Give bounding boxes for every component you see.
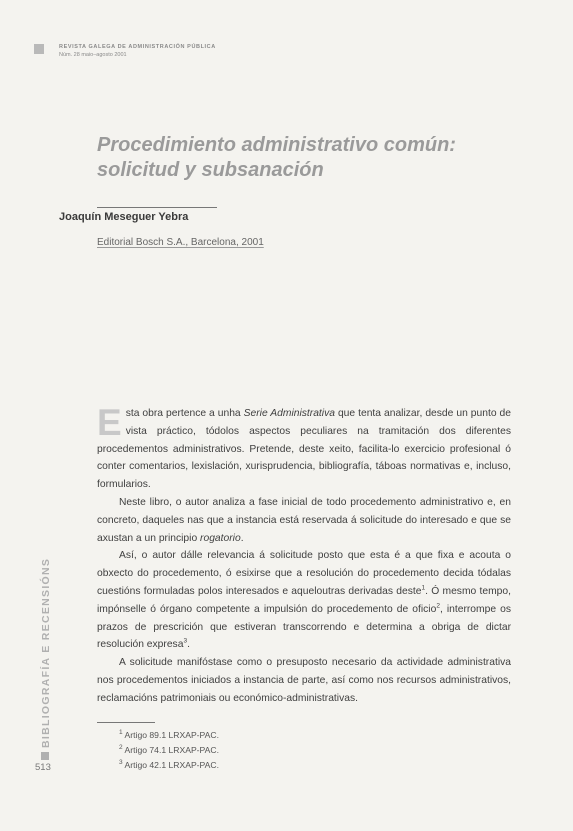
- footnote-1: [119, 728, 219, 743]
- footnote-3-num: 3: [119, 759, 123, 767]
- footnote-ref-3: 3: [183, 637, 188, 645]
- footnote-ref-1: 1: [421, 584, 426, 592]
- footnote-3: [119, 758, 219, 773]
- p1-text-b: que tenta analizar, desde un punto de vista práctico, tódolos aspectos peculiares na tramitación dos diferentes procedementos administrativos. Pretende, deste xeito, facilita-lo exercicio profesional ó conter comentarios, lexislación, xurisprudencia, bibliografía, táboas normativas e, incluso, formularios.: [97, 408, 511, 491]
- journal-name: REVISTA GALEGA DE ADMINISTRACIÓN PÚBLICA: [59, 44, 216, 50]
- title-rule: [97, 207, 217, 208]
- article-body: [97, 402, 511, 708]
- issue-info: Núm. 28 maio–agosto 2001: [59, 52, 127, 58]
- p3-text-b: . Ó mesmo tempo, impónselle ó órgano competente a impulsión do procedemento de oficio: [97, 585, 511, 615]
- p1-italic: Serie Administrativa: [243, 408, 335, 419]
- page-number: 513: [35, 762, 51, 773]
- p2-text-b: .: [240, 532, 244, 544]
- section-marker: [41, 752, 49, 760]
- drop-cap: E: [97, 402, 122, 443]
- p3-text-c: , interrompe os prazos de prescrición que estiveran transcorrendo e determina a obriga de dictar resolución expresa: [97, 603, 511, 651]
- title-line-2: solicitud y subsanación: [97, 159, 324, 181]
- footnote-ref-2: 2: [436, 602, 440, 610]
- footnote-2: [119, 743, 219, 758]
- footnote-1-text: Artigo 89.1 LRXAP-PAC.: [124, 730, 219, 740]
- footnote-2-num: 2: [119, 744, 123, 752]
- paragraph-1: [97, 402, 511, 494]
- footnote-3-text: Artigo 42.1 LRXAP-PAC.: [124, 760, 219, 770]
- p3-text-a: Así, o autor dálle relevancia á solicitude posto que esta é a que fixa e acouta o obxecto do procedemento, ó esixirse que a resolución do procedemento decida tódalas cuestións formuladas polos interesados e aqueloutras derivadas deste: [97, 550, 511, 597]
- p3-text-d: .: [187, 639, 190, 651]
- article-author: Joaquín Meseguer Yebra: [59, 211, 189, 223]
- paragraph-3: [97, 547, 511, 654]
- p2-italic: rogatorio: [200, 532, 241, 544]
- paragraph-4: A solicitude manifóstase como o presuposto necesario da actividade administrativa nos procedementos iniciados a instancia de parte, así como nos recursos administrativos, reclamacións patrimoniais ou económico-administrativas.: [97, 657, 511, 704]
- section-label-text: BIBLIOGRAFÍA E RECENSIÓNS: [40, 557, 52, 748]
- footnote-rule: [97, 722, 155, 723]
- header-marker: [34, 44, 44, 54]
- p1-text-a: sta obra pertence a unha: [125, 408, 244, 419]
- paragraph-2: [97, 494, 511, 547]
- article-publisher: Editorial Bosch S.A., Barcelona, 2001: [97, 237, 264, 248]
- title-line-1: Procedimiento administrativo común:: [97, 134, 456, 156]
- article-title: [97, 133, 477, 183]
- p2-text-a: Neste libro, o autor analiza a fase inicial de todo procedemento administrativo e, en concreto, daqueles nas que a instancia está reservada á solicitude do interesado e que se axustan a un principio: [97, 496, 511, 544]
- footnote-1-num: 1: [119, 729, 123, 737]
- section-label: [40, 558, 52, 760]
- footnotes: [119, 728, 219, 773]
- footnote-2-text: Artigo 74.1 LRXAP-PAC.: [124, 745, 219, 755]
